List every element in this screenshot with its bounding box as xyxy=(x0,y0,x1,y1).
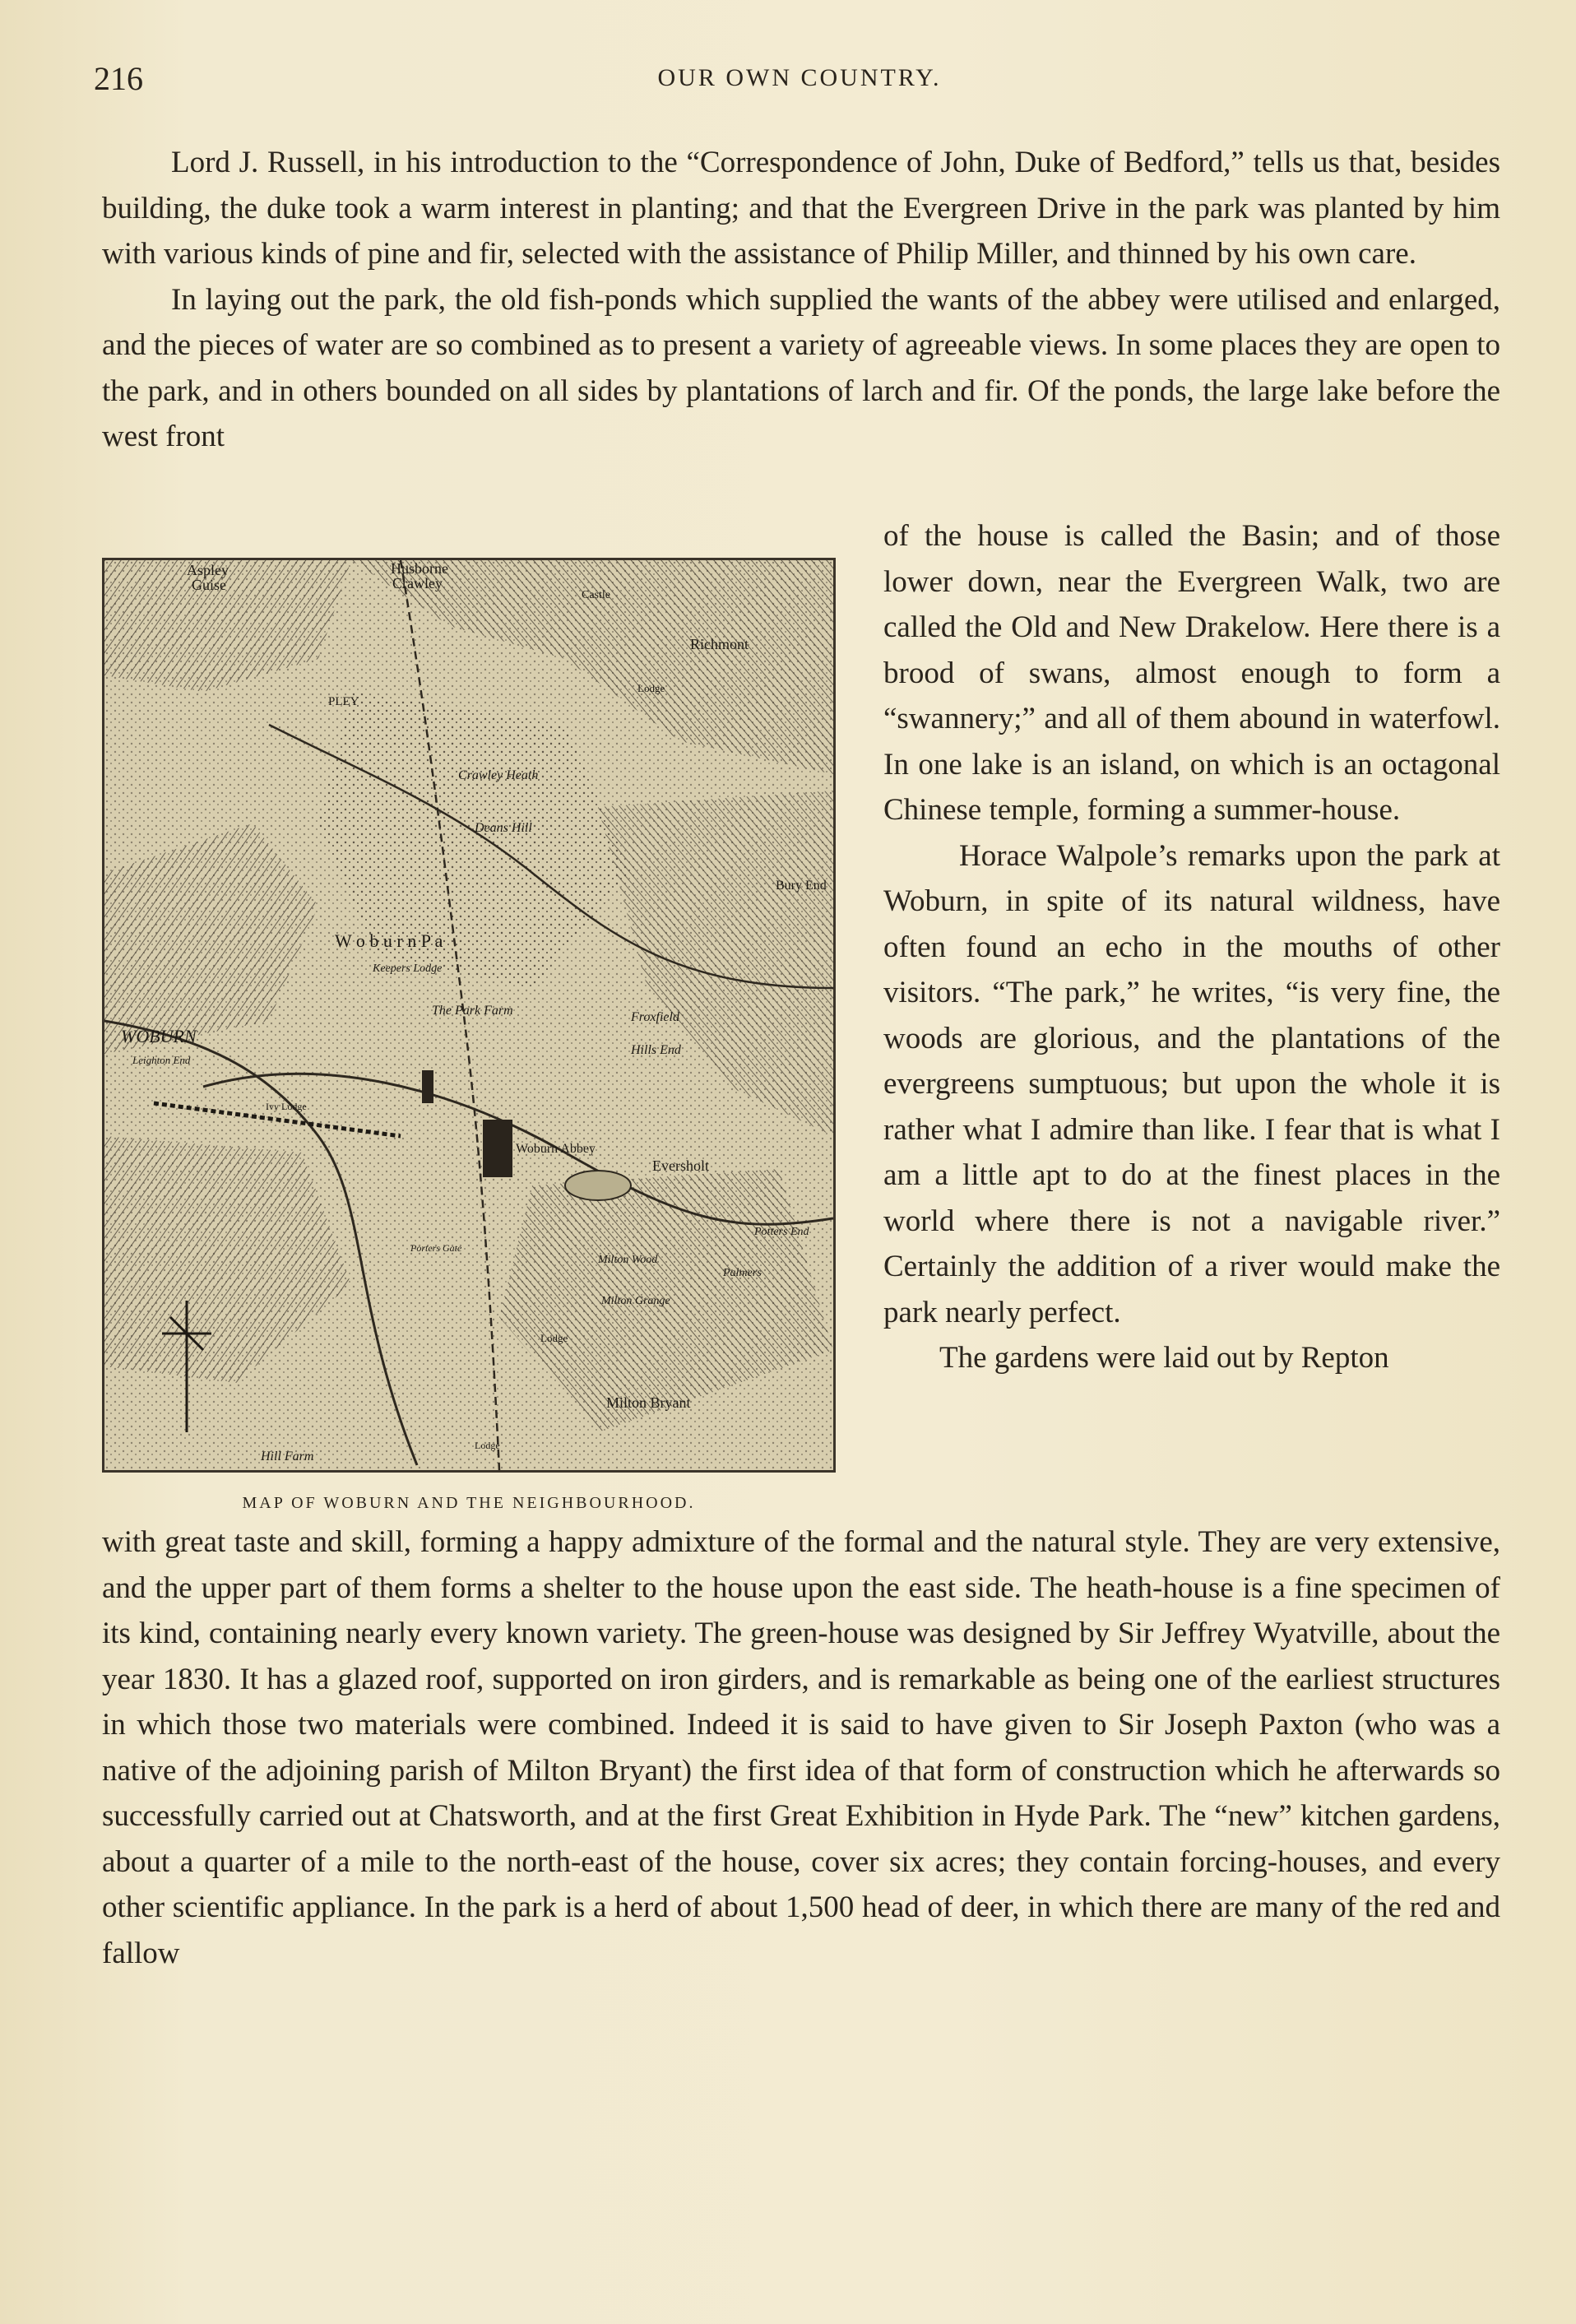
map-label-woburn: WOBURN xyxy=(121,1026,197,1046)
top-text-block xyxy=(102,140,1500,460)
map-label-guise: Guise xyxy=(192,577,226,593)
page-header xyxy=(94,59,1505,109)
map-label-froxfield: Froxfield xyxy=(631,1010,679,1024)
map-label-castle: Castle xyxy=(582,589,610,601)
page-number: 216 xyxy=(94,60,143,97)
map-label-park-farm: The Park Farm xyxy=(432,1004,513,1018)
map-label-lodge-bottom: Lodge xyxy=(475,1440,500,1451)
map-label-aspley: Aspley xyxy=(187,562,229,578)
map-label-eversholt: Eversholt xyxy=(652,1157,709,1174)
map-label-milton-bryant: Milton Bryant xyxy=(606,1394,691,1411)
map-label-bury-end: Bury End xyxy=(776,879,827,893)
map-label-husborne: Husborne xyxy=(391,560,448,577)
map-label-woburn-park: W o b u r n P a xyxy=(335,930,443,951)
map-label-hills-end: Hills End xyxy=(631,1043,681,1057)
map-label-keepers-lodge: Keepers Lodge xyxy=(373,963,443,975)
map-caption: MAP OF WOBURN AND THE NEIGHBOURHOOD. xyxy=(242,1494,696,1512)
map-label-deans-hill: Deans Hill xyxy=(475,821,532,835)
map-label-milton-wood: Milton Wood xyxy=(598,1254,658,1266)
map-label-hill-farm: Hill Farm xyxy=(261,1450,314,1464)
paragraph-gardens-rest: with great taste and skill, forming a happy admixture of the formal and the natural style. They are very extensive, and the upper part of them forms a shelter to the house upon the east side. The heath-house is a fine specimen of its kind, containing nearly every known variety. The green-house was designed by Sir Jeffrey Wyatville, about the year 1830. It has a glazed roof, supported on iron girders, and is remarkable as being one of the earliest structures in which those two materials were combined. Indeed it is said to have given to Sir Joseph Paxton (who was a native of the adjoining parish of Milton Bryant) the first idea of that form of construction which he afterwards so successfully carried out at Chatsworth, and at the first Great Exhibition in Hyde Park. The “new” kitchen gardens, about a quarter of a mile to the north-east of the house, cover six acres; they contain forcing-houses, and every other scientific appliance. In the park is a herd of about 1,500 head of deer, in which there are many of the red and fallow xyxy=(102,1525,1500,1970)
map-label-aspley-short: PLEY xyxy=(328,695,359,708)
map-label-leighton-end: Leighton End xyxy=(132,1054,191,1066)
paragraph-walpole: Horace Walpole’s remarks upon the park at Woburn, in spite of its natural wildness, have often found an echo in the mouths of other visitors. “The park,” he writes, “is very fine, the woods are glorious, and the plantations of the evergreens sumptuous; but upon the whole it is rather what I admire than like. I fear that is what I am a little apt to do at the finest places in the world where there is not a navigable river.” Certainly the addition of a river would make the park nearly perfect. xyxy=(883,838,1500,1329)
map-label-porters-gate: Porters Gate xyxy=(410,1242,462,1254)
bottom-text-block xyxy=(102,1519,1500,1976)
paragraph-basin: of the house is called the Basin; and of those lower down, near the Evergreen Walk, two are called the Old and New Drakelow. Here there is a brood of swans, almost enough to form a “swannery;” and all of them abound in waterfowl. In one lake is an island, on which is an octagonal Chinese temple, forming a summer-house. xyxy=(883,519,1500,827)
map-illustration xyxy=(104,560,833,1470)
paragraph-russell: Lord J. Russell, in his introduction to the “Correspondence of John, Duke of Bedford,” tells us that, besides building, the duke took a warm interest in planting; and that the Evergreen Drive in the park was planted by him with various kinds of pine and fir, selected with the assistance of Philip Miller, and thinned by his own care. xyxy=(102,146,1500,271)
running-title: OUR OWN COUNTRY. xyxy=(657,64,942,91)
paragraph-gardens-start: The gardens were laid out by Repton xyxy=(939,1341,1389,1375)
map-label-lodge-north: Lodge xyxy=(637,682,665,694)
right-column xyxy=(883,513,1500,1381)
map-label-crawley: Crawley xyxy=(392,575,443,591)
map-label-potters-end: Potters End xyxy=(754,1226,809,1238)
map-label-palmers: Palmers xyxy=(723,1267,762,1279)
map-label-lodge-south: Lodge xyxy=(540,1332,568,1344)
map-label-milton-grange: Milton Grange xyxy=(601,1295,670,1307)
paragraph-fish-ponds: In laying out the park, the old fish-ponds which supplied the wants of the abbey were utilised and enlarged, and the pieces of water are so combined as to present a variety of agreeable views. In some places they are open to the park, and in others bounded on all sides by plantations of larch and fir. Of the ponds, the large lake before the west front xyxy=(102,282,1500,453)
map-label-woburn-abbey: Woburn Abbey xyxy=(516,1142,596,1156)
map-label-crawley-heath: Crawley Heath xyxy=(458,768,539,782)
map-label-ivy-lodge: Ivy Lodge xyxy=(266,1101,307,1112)
woburn-map xyxy=(102,558,836,1473)
map-label-richmont: Richmont xyxy=(690,636,749,652)
